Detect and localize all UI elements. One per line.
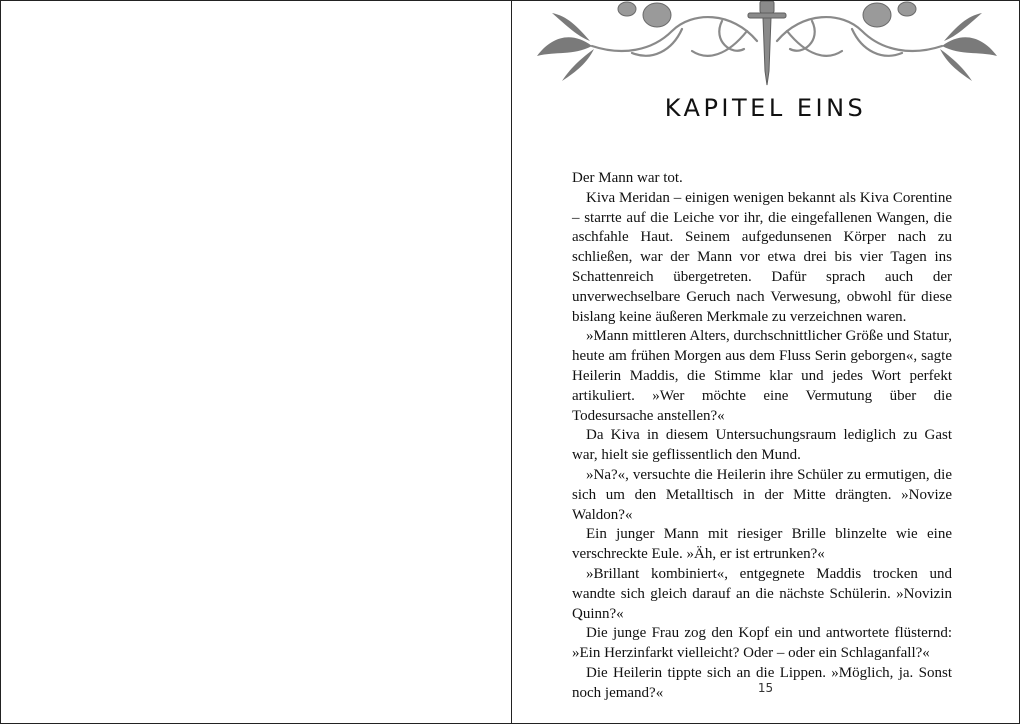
paragraph: Kiva Meridan – einigen wenigen bekannt als Kiva Corentine – starrte auf die Leiche vor ihr, die eingefallenen Wangen, die aschfahle Haut. Seinem aufgedunsenen Körper nach zu schließen, war der Mann vor etwa drei bis vier Tagen ins Schattenreich übergetreten. Dafür sprach auch der unverwechselbare Geruch nach Verwesung, obwohl für diese bislang keine äußeren Merkmale zu verzeichnen waren. bbox=[572, 189, 952, 325]
paragraph: »Na?«, versuchte die Heilerin ihre Schüler zu ermutigen, die sich um den Metalltisch in der Mitte drängten. »Novize Waldon?« bbox=[572, 466, 952, 523]
chapter-body-text bbox=[572, 169, 952, 704]
paragraph: »Brillant kombiniert«, entgegnete Maddis trocken und wandte sich gleich darauf an die nächste Schülerin. »Novizin Quinn?« bbox=[572, 565, 952, 622]
paragraph: Die Heilerin tippte sich an die Lippen. »Möglich, ja. Sonst noch jemand?« bbox=[572, 664, 952, 701]
paragraph: Die junge Frau zog den Kopf ein und antwortete flüsternd: »Ein Herzinfarkt vielleicht? Oder – oder ein Schlaganfall?« bbox=[572, 625, 952, 662]
paragraph: Der Mann war tot. bbox=[572, 170, 683, 186]
chapter-ornament-icon bbox=[532, 1, 1002, 89]
chapter-title: KAPITEL EINS bbox=[664, 94, 867, 122]
right-page bbox=[512, 1, 1019, 723]
paragraph: Da Kiva in diesem Untersuchungsraum lediglich zu Gast war, hielt sie geflissentlich den Mund. bbox=[572, 427, 952, 464]
page-number: 15 bbox=[757, 681, 774, 695]
paragraph: Ein junger Mann mit riesiger Brille blinzelte wie eine verschreckte Eule. »Äh, er ist ertrunken?« bbox=[572, 526, 952, 563]
left-page-blank bbox=[1, 1, 511, 723]
paragraph: »Mann mittleren Alters, durchschnittlicher Größe und Statur, heute am frühen Morgen aus dem Fluss Serin geborgen«, sagte Heilerin Maddis, die Stimme klar und jedes Wort perfekt artikuliert. »Wer möchte eine Vermutung über die Todesursache anstellen?« bbox=[572, 328, 952, 424]
